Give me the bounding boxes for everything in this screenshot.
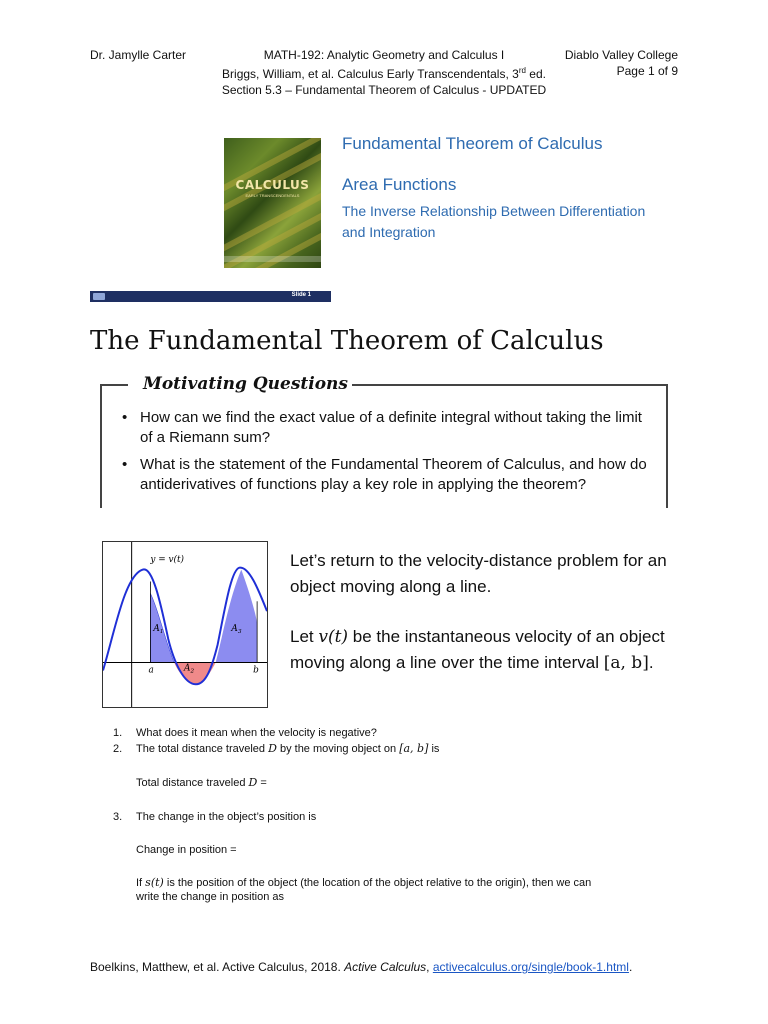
deck-title: Fundamental Theorem of Calculus bbox=[342, 134, 603, 153]
book-title: Active Calculus bbox=[344, 960, 427, 974]
tick-label-b: b bbox=[253, 665, 259, 676]
region-label-a1: $A_1$ bbox=[153, 623, 164, 635]
region-a3 bbox=[216, 570, 257, 663]
intro-paragraph-2: Let v(t) be the instantaneous velocity of an object moving along a line over the time interval [a, b]. bbox=[290, 627, 665, 673]
tick-label-a: a bbox=[148, 665, 154, 676]
total-distance-line: Total distance traveled D = bbox=[136, 776, 267, 789]
region-a2 bbox=[174, 663, 215, 685]
header-course-info bbox=[200, 47, 568, 98]
slide-label: Slide 1 bbox=[291, 292, 311, 298]
math-interval: [a, b] bbox=[603, 653, 649, 673]
active-calculus-link[interactable]: activecalculus.org/single/book-1.html bbox=[432, 960, 629, 974]
curve-label: y = v(t) bbox=[150, 554, 185, 565]
box-top-border-left bbox=[100, 384, 128, 386]
book-cover-image bbox=[224, 138, 321, 268]
cover-title: CALCULUS bbox=[235, 178, 310, 192]
question-3: The change in the object’s position is bbox=[136, 811, 317, 823]
page-title: The Fundamental Theorem of Calculus bbox=[90, 326, 604, 356]
motivating-questions-list bbox=[120, 408, 655, 502]
college-name: Diablo Valley College bbox=[564, 48, 678, 62]
math-v-of-t: v(t) bbox=[318, 627, 349, 647]
cover-subtitle: EARLY TRANSCENDENTALS bbox=[245, 193, 300, 198]
deck-heading: Area Functions bbox=[342, 175, 457, 194]
textbook-citation: Briggs, William, et al. Calculus Early Transcendentals, 3rd ed. bbox=[222, 66, 546, 81]
region-label-a2: $A_2$ bbox=[184, 663, 195, 675]
section-title: Section 5.3 – Fundamental Theorem of Calculus - UPDATED bbox=[221, 83, 547, 97]
cover-footer-strip bbox=[224, 256, 321, 262]
deck-subheading: The Inverse Relationship Between Differentiation and Integration bbox=[342, 203, 646, 240]
publisher-logo-icon bbox=[93, 293, 105, 300]
question-2: The total distance traveled D by the moving object on [a, b] is bbox=[136, 742, 440, 755]
position-paragraph: If s(t) is the position of the object (the location of the object relative to the origin), then we can write the change in position as bbox=[136, 876, 592, 903]
page-number: Page 1 of 9 bbox=[616, 64, 678, 78]
intro-paragraph-1: Let’s return to the velocity-distance problem for an object moving along a line. bbox=[290, 551, 667, 596]
course-name: MATH-192: Analytic Geometry and Calculus I bbox=[263, 48, 505, 62]
velocity-graph bbox=[102, 541, 268, 708]
question-1: What does it mean when the velocity is negative? bbox=[136, 727, 377, 739]
list-item: • What is the statement of the Fundamental Theorem of Calculus, and how do antiderivatives of functions play a key role in applying the theorem? bbox=[120, 455, 655, 495]
footer-citation: Boelkins, Matthew, et al. Active Calculus, 2018. Active Calculus, activecalculus.org/single/book-1.html. bbox=[90, 960, 633, 974]
question-1-number: 1. bbox=[113, 727, 123, 739]
list-item: • How can we find the exact value of a definite integral without taking the limit of a Riemann sum? bbox=[120, 408, 655, 448]
slide-footer-bar bbox=[90, 291, 331, 302]
box-top-border-right bbox=[333, 384, 668, 386]
motivating-questions-title: Motivating Questions bbox=[139, 374, 352, 394]
question-3-number: 3. bbox=[113, 811, 123, 823]
question-2-number: 2. bbox=[113, 743, 123, 755]
change-in-position-line: Change in position = bbox=[136, 844, 237, 856]
header-college bbox=[565, 47, 678, 79]
region-label-a3: $A_3$ bbox=[231, 623, 242, 635]
header-author: Dr. Jamylle Carter bbox=[90, 48, 187, 62]
